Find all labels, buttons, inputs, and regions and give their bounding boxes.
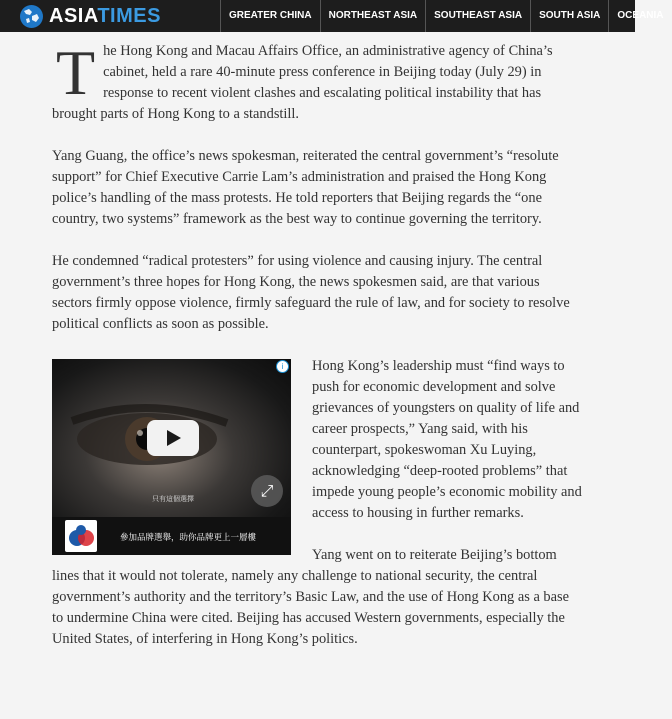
play-button[interactable] [147,420,199,456]
nav-south-asia[interactable]: SOUTH ASIA [530,0,608,32]
paragraph-1 [52,37,582,125]
drop-cap: T [56,37,96,108]
asia-times-logo[interactable] [20,4,161,28]
section-nav [220,0,672,32]
paragraph-1-text: he Hong Kong and Macau Affairs Office, an administrative agency of China’s cabinet, held a rare 40-minute press conference in Beijing today (July 29) in response to recent violent clashes and escalating political instability that has brought parts of Hong Kong to a standstill. [52,43,553,122]
video-caption: 只有這個選擇 [152,495,194,503]
expand-icon[interactable]: ⤢ [251,475,283,507]
paragraph-4: Hong Kong’s leadership must “find ways to push for economic development and solve grievances of youngsters on quality of life and career prospects,” Yang said, with his counterpart, spokeswoman Xu Luying, acknowledging “deep-rooted problems” that impede young people’s economic mobility and access to housing in further remarks. [312,358,582,521]
ad-video-frame[interactable] [52,359,291,517]
logo-asia: ASIA [49,5,98,27]
paragraph-2: Yang Guang, the office’s news spokesman, reiterated the central government’s “resolute support” for Chief Executive Carrie Lam’s administration and praised the Hong Kong police’s handling of the mass protests. He told reporters that Beijing regards the “one country, two systems” framework as the best way to continue governing the territory. [52,148,559,227]
video-ad[interactable] [52,359,291,555]
ad-banner-bar[interactable] [52,517,291,555]
advertiser-logo[interactable] [65,520,97,552]
top-navigation-bar [0,0,664,32]
nav-greater-china[interactable]: GREATER CHINA [220,0,320,32]
adchoices-icon[interactable]: i [276,360,289,373]
globe-icon [20,5,43,28]
article-body [52,32,582,671]
logo-text [49,4,161,28]
paragraph-3: He condemned “radical protesters” for using violence and causing injury. The central government’s three hopes for Hong Kong, the news spokesmen said, are that various sectors firmly oppose violence, firmly safeguard the rule of law, and for society to resolve political conflicts as soon as possible. [52,253,570,332]
paragraph-5: Yang went on to reiterate Beijing’s bottom lines that it would not tolerate, namely any challenge to national security, the central government’s authority and the territory’s Basic Law, and the use of Hong Kong as a base to undermine China were cited. Beijing has accused Western governments, especially the United States, of interfering in Hong Kong’s politics. [52,547,569,647]
nav-southeast-asia[interactable]: SOUTHEAST ASIA [425,0,530,32]
logo-times: TIMES [97,5,161,27]
nav-oceania[interactable]: OCEANIA [608,0,671,32]
nav-northeast-asia[interactable]: NORTHEAST ASIA [320,0,426,32]
ad-banner-text: 參加品牌選舉，助你品牌更上一層樓 [120,533,257,543]
